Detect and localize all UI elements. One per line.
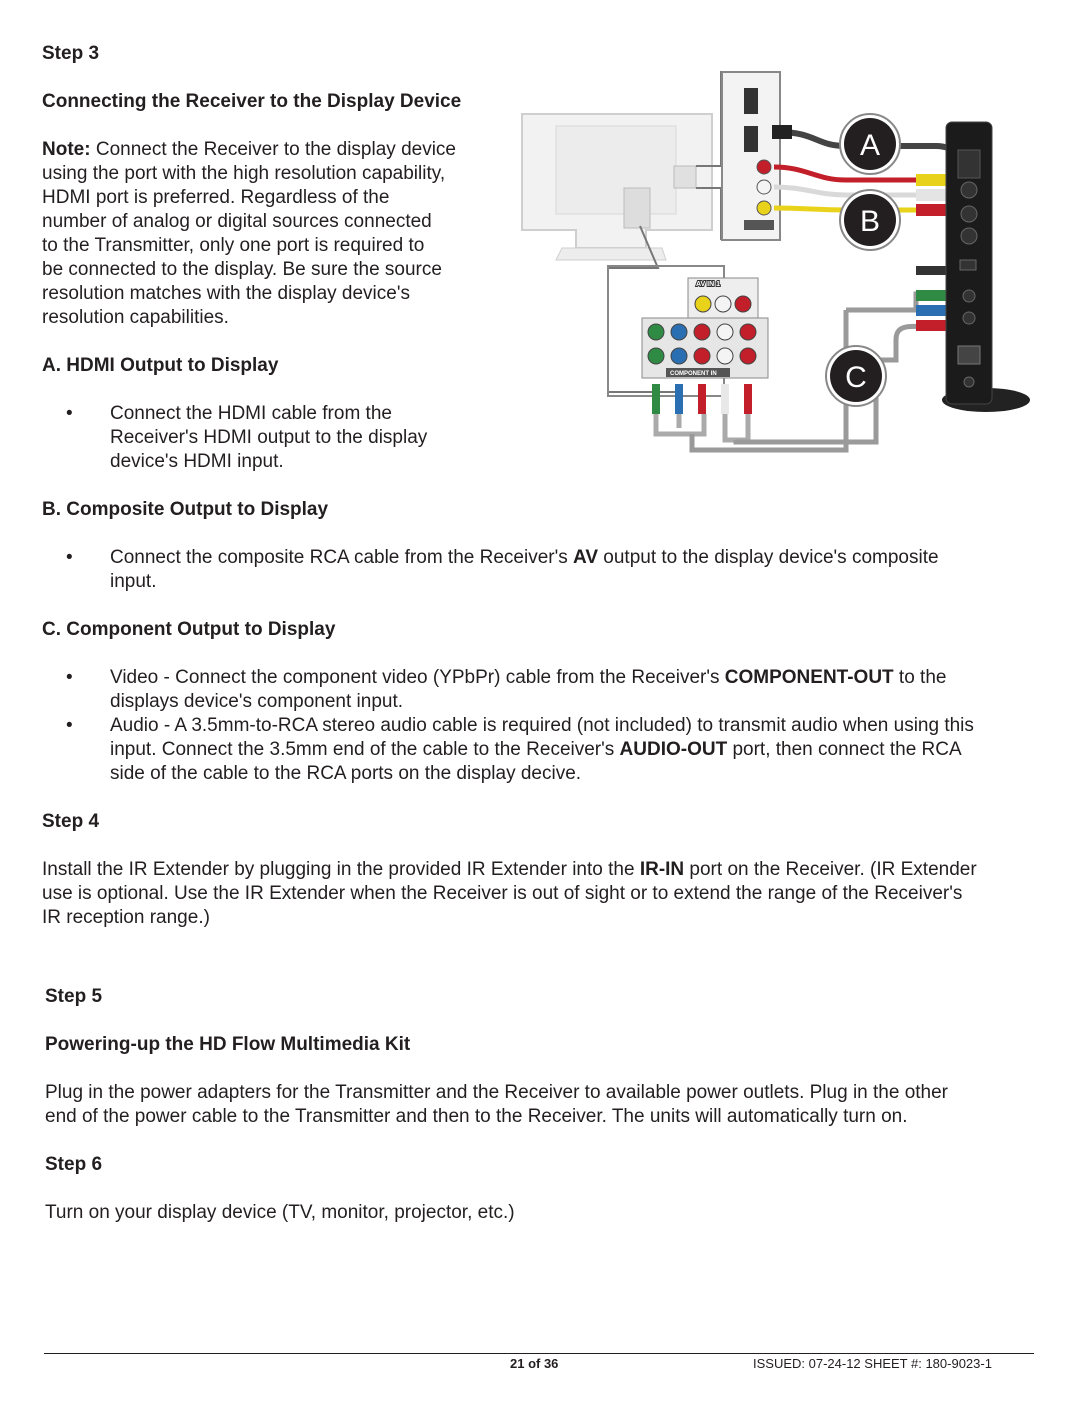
av-label: AV xyxy=(573,547,598,568)
label-b: B xyxy=(859,205,881,238)
note-line: resolution capabilities. xyxy=(42,307,229,328)
composite-bullet-text xyxy=(110,546,939,594)
step3-note xyxy=(42,138,456,330)
text-run: to the xyxy=(893,667,947,688)
bullet: • xyxy=(66,715,73,736)
text-line: Plug in the power adapters for the Transmitter and the Receiver to available power outlets. Plug in the other xyxy=(45,1082,949,1103)
hdmi-heading: A. HDMI Output to Display xyxy=(42,355,279,376)
note-line: resolution matches with the display device's xyxy=(42,283,410,304)
text-line: IR reception range.) xyxy=(42,907,210,928)
composite-heading: B. Composite Output to Display xyxy=(42,499,329,520)
bullet: • xyxy=(66,667,73,688)
audio-out-label: AUDIO-OUT xyxy=(619,739,728,760)
step3-heading: Connecting the Receiver to the Display Device xyxy=(42,91,462,112)
panel-bottom-label: COMPONENT IN xyxy=(670,371,717,377)
text-run: port, then connect the RCA xyxy=(727,739,962,760)
step6-text: Turn on your display device (TV, monitor, projector, etc.) xyxy=(45,1202,515,1223)
note-line: number of analog or digital sources connected xyxy=(42,211,432,232)
connection-diagram xyxy=(516,70,1032,455)
bullet-line: device's HDMI input. xyxy=(110,451,284,472)
bullet-line: displays device's component input. xyxy=(110,691,404,712)
text-run: Connect the composite RCA cable from the Receiver's xyxy=(110,547,574,568)
step5-heading: Powering-up the HD Flow Multimedia Kit xyxy=(45,1034,411,1055)
text-run: Install the IR Extender by plugging in the provided IR Extender into the xyxy=(42,859,640,880)
note-line: be connected to the display. Be sure the source xyxy=(42,259,442,280)
label-a: A xyxy=(859,129,881,162)
step4-title: Step 4 xyxy=(42,811,100,832)
text-line: end of the power cable to the Transmitter and then to the Receiver. The units will automatically turn on. xyxy=(45,1106,908,1127)
note-line: HDMI port is preferred. Regardless of the xyxy=(42,187,390,208)
text-run: output to the display device's composite xyxy=(598,547,939,568)
panel-top-label: AV IN 1 xyxy=(696,281,720,288)
note-line: Connect the Receiver to the display device xyxy=(90,139,456,160)
bullet-line: Receiver's HDMI output to the display xyxy=(110,427,428,448)
component-panel xyxy=(608,266,768,396)
text-run: Video - Connect the component video (YPbPr) cable from the Receiver's xyxy=(110,667,725,688)
component-out-label: COMPONENT-OUT xyxy=(724,667,894,688)
connection-diagram-svg xyxy=(516,70,1032,455)
text-line: use is optional. Use the IR Extender when the Receiver is out of sight or to extend the range of the Receiver's xyxy=(42,883,963,904)
label-c-badge xyxy=(826,346,886,406)
bullet-line: input. xyxy=(110,571,157,592)
bullet: • xyxy=(66,547,73,568)
step5-text xyxy=(45,1081,948,1129)
step6-title: Step 6 xyxy=(45,1154,103,1175)
label-c: C xyxy=(845,361,867,394)
bullet: • xyxy=(66,403,73,424)
ir-in-label: IR-IN xyxy=(639,859,685,880)
step5-title: Step 5 xyxy=(45,986,103,1007)
tv-back xyxy=(522,114,712,260)
tv-side-panel xyxy=(722,72,780,240)
component-video-bullet xyxy=(110,666,946,714)
hdmi-bullet-text xyxy=(110,402,427,474)
label-b-badge xyxy=(840,190,900,250)
component-heading: C. Component Output to Display xyxy=(42,619,336,640)
step3-title: Step 3 xyxy=(42,43,100,64)
footer-rule xyxy=(44,1353,1034,1354)
step4-text xyxy=(42,858,977,930)
component-audio-bullet xyxy=(110,714,974,786)
text-run: port on the Receiver. (IR Extender xyxy=(684,859,977,880)
issued-info: ISSUED: 07-24-12 SHEET #: 180-9023-1 xyxy=(753,1356,992,1371)
bullet-line: Audio - A 3.5mm-to-RCA stereo audio cable is required (not included) to transmit audio when using this xyxy=(110,715,974,736)
note-label: Note: xyxy=(42,139,91,160)
text-run: input. Connect the 3.5mm end of the cable to the Receiver's xyxy=(110,739,620,760)
note-line: to the Transmitter, only one port is required to xyxy=(42,235,425,256)
receiver-device xyxy=(942,122,1030,412)
label-a-badge xyxy=(840,114,900,174)
note-line: using the port with the high resolution capability, xyxy=(42,163,446,184)
bullet-line: side of the cable to the RCA ports on the display decive. xyxy=(110,763,582,784)
bullet-line: Connect the HDMI cable from the xyxy=(110,403,392,424)
page-number: 21 of 36 xyxy=(510,1356,559,1371)
